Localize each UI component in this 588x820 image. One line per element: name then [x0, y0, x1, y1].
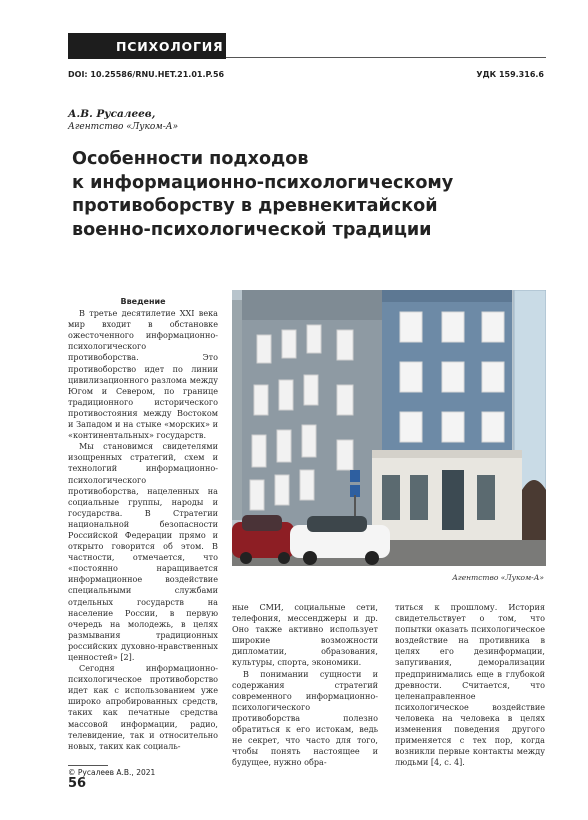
title-line: Особенности подходов [72, 149, 309, 169]
copyright: © Русалеев А.В., 2021 [68, 768, 156, 777]
author-affiliation: Агентство «Луком-А» [68, 122, 179, 132]
paragraph: титься к прошлому. История свидетельствует о том, что попытки оказать психологическое воздействие на противника в целях его дезинформации, запугивания, деморализации предпринимались еще в глубокой древности. Считается, что целенаправленное психологическое воздействие человека на человека в целях изменения поведения другого применяется с тех пор, когда возникли первые контакты между людьми [4, с. 4]. [395, 602, 545, 768]
paragraph: ные СМИ, социальные сети, телефония, мессенджеры и др. Оно также активно использует широкие возможности дипломатии, образования, культуры, спорта, экономики. [232, 602, 378, 668]
section-label: ПСИХОЛОГИЯ [116, 39, 224, 54]
body-column-3 [395, 602, 545, 768]
building-photo [232, 290, 546, 566]
title-line: военно-психологической традиции [72, 219, 432, 240]
title-line: противоборству в древнекитайской [72, 196, 438, 216]
body-column-2 [232, 602, 378, 768]
author-name: А.В. Русалеев, [68, 108, 156, 120]
title-line: к информационно-психологическому [72, 172, 454, 193]
paragraph: В понимании сущности и содержания стратегий современного информационно-психологического противоборства полезно обратиться к его истокам, ведь не секрет, что часто для того, чтобы понять настоящее и будущее, нужно обра- [232, 668, 378, 768]
page-number: 56 [68, 776, 87, 791]
paragraph: Сегодня информационно-психологическое противоборство идет как с использованием уже широко апробированных средств, таких как печатные средства массовой информации, радио, телевидение, так и относительно новых, таких как социаль- [68, 663, 218, 751]
doi: DOI: 10.25586/RNU.HET.21.01.P.56 [68, 70, 225, 79]
header-divider [226, 57, 546, 58]
paragraph: Мы становимся свидетелями изощренных стратегий, схем и технологий информационно-психологического противоборства, нацеленных на социальные группы, народы и государства. В Стратегии национальной безопасности Российской Федерации прямо и открыто говорится об этом. В частности, отмечается, что «постоянно наращивается информационное воздействие специальными службами отдельных государств на население России, в первую очередь на молодежь, в целях размывания традиционных российских духовно-нравственных ценностей» [2]. [68, 441, 218, 662]
article-title [72, 148, 512, 242]
footer-divider [68, 765, 108, 766]
body-column-1 [68, 296, 218, 752]
udc-code: УДК 159.316.6 [476, 70, 544, 79]
section-heading: Введение [120, 297, 166, 306]
photo-caption: Агентство «Луком-А» [452, 573, 544, 582]
section-label-bar [68, 33, 226, 59]
paragraph: В третье десятилетие XXI века мир входит в обстановке ожесточенного информационно-психологического противоборства. Это противоборство идет по линии цивилизационного разлома между Югом и Севером, по границе традиционного исторического противостояния между Востоком и Западом и на стыке «морских» и «континентальных» государств. [68, 308, 218, 441]
